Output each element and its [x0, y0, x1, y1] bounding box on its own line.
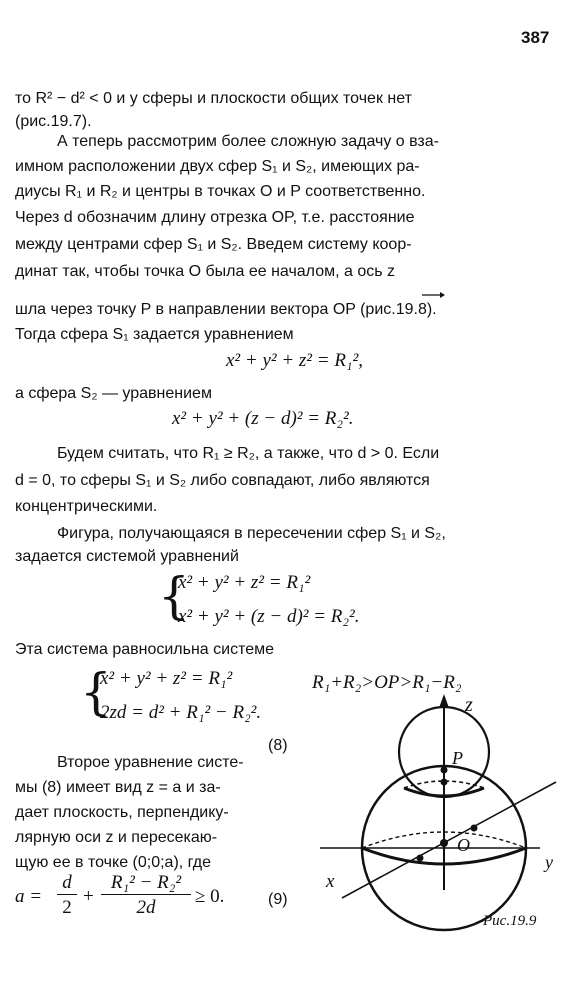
figure-spheres — [300, 690, 581, 940]
eq9-frac1 — [57, 872, 77, 921]
text-line: Фигура, получающаяся в пересечении сфер S₁ и S₂, — [57, 525, 446, 542]
eq9-frac2-num: R₁² − R₂² — [110, 872, 182, 893]
system1-line1: x² + y² + z² = R₁² — [178, 572, 311, 593]
text-line: А теперь рассмотрим более сложную задачу о вза- — [57, 133, 439, 150]
label-p: P — [452, 748, 463, 768]
eq9-frac2-den: 2d — [136, 897, 156, 918]
eq9-lhs: a = — [15, 886, 43, 907]
text-line: имном расположении двух сфер S₁ и S₂, имеющих ра- — [15, 158, 420, 175]
eq9-plus: + — [83, 886, 94, 907]
eq9-tail: ≥ 0. — [195, 886, 225, 907]
equation-label-8: (8) — [268, 737, 288, 754]
page-number: 387 — [521, 28, 550, 47]
text-line: диусы R₁ и R₂ и центры в точках O и P соответственно. — [15, 183, 426, 200]
text-line: динат так, чтобы точка O была ее началом, а ось z — [15, 263, 396, 280]
figure-inequality: R₁+R₂>OP>R₁−R₂ — [312, 672, 462, 693]
system2-line1: x² + y² + z² = R₁² — [100, 668, 233, 689]
point-top — [441, 779, 448, 786]
equation-sphere2: x² + y² + (z − d)² = R₂². — [172, 408, 354, 429]
x-axis — [342, 782, 556, 898]
point-x-back — [471, 825, 478, 832]
label-o: O — [457, 835, 470, 855]
point-p — [441, 767, 448, 774]
label-y: y — [545, 852, 553, 872]
system1-line2: x² + y² + (z − d)² = R₂². — [178, 606, 360, 627]
point-x-front — [417, 855, 424, 862]
text-line: задается системой уравнений — [15, 548, 239, 565]
eq9-frac2 — [101, 872, 191, 921]
point-o — [440, 839, 448, 847]
text-line: (рис.19.7). — [15, 113, 92, 130]
text-line: Тогда сфера S₁ задается уравнением — [15, 326, 294, 343]
text-line: Через d обозначим длину отрезка OP, т.е. расстояние — [15, 209, 415, 226]
equation-sphere1: x² + y² + z² = R₁², — [226, 350, 363, 371]
text-line: Эта система равносильна системе — [15, 641, 275, 658]
text-line: то R² − d² < 0 и у сферы и плоскости общих точек нет — [15, 90, 412, 107]
label-x: x — [326, 871, 335, 892]
text-line: между центрами сфер S₁ и S₂. Введем систему коор- — [15, 236, 412, 253]
text-line: концентрическими. — [15, 498, 158, 515]
text-line: Второе уравнение систе- — [57, 754, 244, 771]
text-line: Будем считать, что R₁ ≥ R₂, а также, что d > 0. Если — [57, 445, 440, 462]
label-z: z — [465, 694, 473, 716]
system-brace: { — [80, 663, 112, 721]
system-brace: { — [158, 567, 190, 625]
text-line: шла через точку P в направлении вектора OP (рис.19.8). — [15, 301, 437, 318]
equation-9 — [15, 870, 265, 930]
figure-caption: Рис.19.9 — [483, 913, 537, 929]
text-line: лярную оси z и пересекаю- — [15, 829, 218, 846]
eq9-frac1-den: 2 — [62, 897, 72, 918]
text-line: d = 0, то сферы S₁ и S₂ либо совпадают, либо являются — [15, 472, 430, 489]
text-line: а сфера S₂ — уравнением — [15, 385, 212, 402]
eq9-frac1-num: d — [62, 872, 72, 893]
text-line: щую ее в точке (0;0;a), где — [15, 854, 212, 871]
equation-label-9: (9) — [268, 891, 288, 908]
text-line: дает плоскость, перпендику- — [15, 804, 229, 821]
system2-line2: 2zd = d² + R₁² − R₂². — [100, 702, 262, 723]
text-line: мы (8) имеет вид z = a и за- — [15, 779, 221, 796]
